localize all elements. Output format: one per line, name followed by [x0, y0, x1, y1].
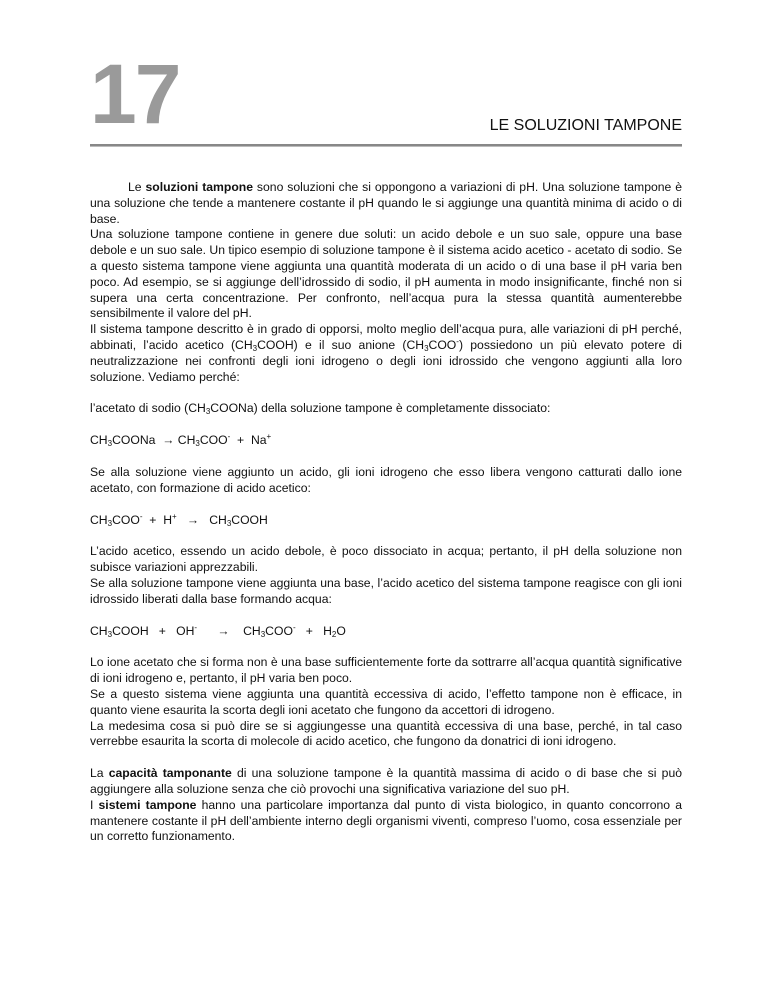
header-divider: [90, 144, 682, 147]
term-soluzioni-tampone: soluzioni tampone: [145, 180, 253, 194]
document-body: [90, 180, 682, 845]
equation-base: $CH_3COOH$ + OH- → $CH_3COO^-$ + $H_2O$: [90, 622, 346, 639]
term-capacita-tamponante: capacità tamponante: [108, 766, 232, 781]
chapter-title: LE SOLUZIONI TAMPONE: [489, 117, 682, 134]
equation-acid: $CH_3COO^- + H^+$ → $CH_3COOH$: [90, 511, 268, 528]
paragraph-acetate-ion: Lo ione acetato che si forma non è una base sufficientemente forte da sottrarre all’acqua quantità significative di ioni idrogeno e, pertanto, il pH varia ben poco.: [90, 655, 682, 686]
paragraph-base-added: Se alla soluzione tampone viene aggiunta una base, l’acido acetico del sistema tampone reagisce con gli ioni idrossido liberati dalla base formando acqua:: [90, 575, 682, 606]
paragraph-composition: Una soluzione tampone contiene in genere due soluti: un acido debole e un suo sale, oppure una base debole e un suo sale. Un tipico esempio di soluzione tampone è il sistema acido acetico - acetato di sodio. Se a questo sistema tampone viene aggiunta una quantità moderata di un acido o di una base il pH varia ben poco. Ad esempio, se si aggiunge dell’idrossido di sodio, il pH aumenta in modo insignificante, finché non si supera una certa concentrazione. Per confronto, nell’acqua pura la stessa quantità aumenterebbe sensibilmente il valore del pH.: [90, 227, 682, 321]
paragraph-buffer-capacity: La capacità tamponante di una soluzione tampone è la quantità massima di acido o di base che si può aggiungere alla soluzione senza che ciò provochi una significativa variazione del suo pH.: [90, 766, 682, 796]
paragraph-mechanism: Il sistema tampone descritto è in grado di opporsi, molto meglio dell’acqua pura, alle variazioni di pH perché, abbinati, l’acido acetico $(CH_3COOH)$ e il suo anione $(CH_3COO^-)$ possiedono un più elevato potere di neutralizzazione nei confronti degli ioni idrogeno o degli ioni idrossido che vengono aggiunti alla loro soluzione. Vediamo perché:: [90, 322, 682, 384]
paragraph-acid-added: Se alla soluzione viene aggiunto un acido, gli ioni idrogeno che esso libera vengono catturati dallo ione acetato, con formazione di acido acetico:: [90, 464, 682, 495]
chapter-number: 17: [90, 47, 180, 141]
paragraph-intro: Le soluzioni tampone sono soluzioni che si oppongono a variazioni di pH. Una soluzione tampone è una soluzione che tende a mantenere costante il pH quando le si aggiunge una quantità minima di acido o di base.: [90, 180, 682, 226]
term-sistemi-tampone: sistemi tampone: [98, 797, 197, 812]
paragraph-acetate: l’acetato di sodio $(CH_3COONa)$ della soluzione tampone è completamente dissociato:: [90, 401, 551, 417]
paragraph-excess-base: La medesima cosa si può dire se si aggiungesse una quantità eccessiva di una base, perché, in tal caso verrebbe esaurita la scorta di molecole di acido acetico, che fungono da donatrici di ioni idrogeno.: [90, 718, 682, 749]
equation-dissociation: $CH_3COONa \to CH_3COO^- + Na^+$: [90, 432, 272, 449]
paragraph-biological: I sistemi tampone hanno una particolare importanza dal punto di vista biologico, in quanto concorrono a mantenere costante il pH dell’ambiente interno degli organismi viventi, compreso l’uomo, cosa essenziale per un corretto funzionamento.: [90, 797, 682, 844]
paragraph-weak-acid: L’acido acetico, essendo un acido debole, è poco dissociato in acqua; pertanto, il pH della soluzione non subisce variazioni apprezzabili.: [90, 544, 682, 575]
paragraph-excess-acid: Se a questo sistema viene aggiunta una quantità eccessiva di acido, l’effetto tampone non è efficace, in quanto viene esaurita la scorta degli ioni acetato che fungono da accettori di idrogeno.: [90, 686, 682, 717]
